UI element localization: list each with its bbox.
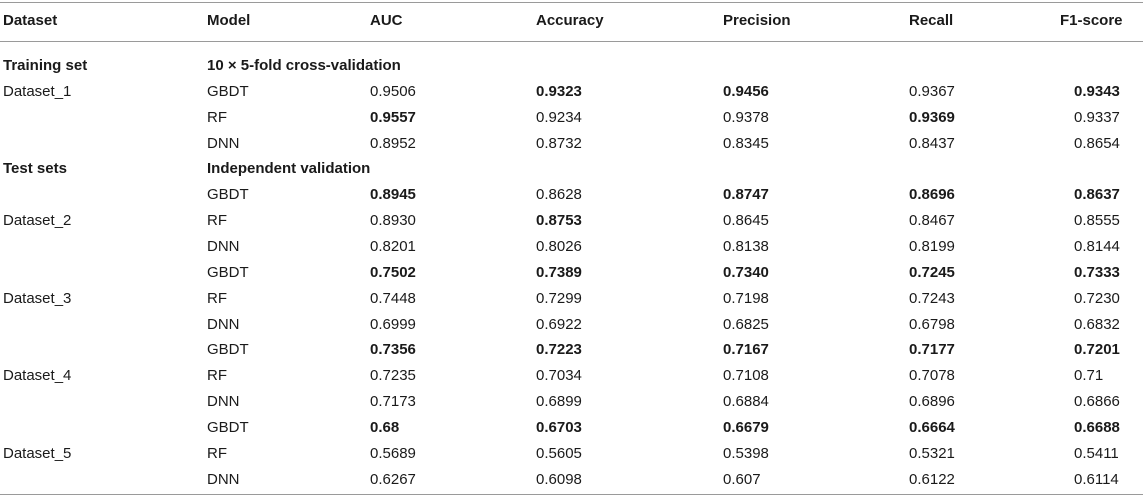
- cell-accuracy: 0.8753: [536, 212, 582, 229]
- cell-recall: 0.6896: [909, 393, 955, 410]
- cell-auc: 0.8930: [370, 212, 416, 229]
- cell-auc: 0.6999: [370, 316, 416, 333]
- table-row: [0, 312, 1143, 338]
- section-label: Test sets: [3, 160, 67, 177]
- cell-auc: 0.9506: [370, 83, 416, 100]
- table-row: [0, 415, 1143, 441]
- cell-recall: 0.8437: [909, 135, 955, 152]
- section-row: [0, 53, 1143, 79]
- cell-auc: 0.68: [370, 419, 400, 436]
- cell-dataset: Dataset_2: [3, 212, 72, 229]
- cell-precision: 0.8345: [723, 135, 769, 152]
- cell-auc: 0.9557: [370, 109, 416, 126]
- table-row: [0, 79, 1143, 105]
- cell-auc: 0.7356: [370, 341, 416, 358]
- section-label: Training set: [3, 57, 88, 74]
- cell-f1-score: 0.8144: [1074, 238, 1120, 255]
- cell-model: DNN: [207, 135, 240, 152]
- table-row: [0, 389, 1143, 415]
- cell-recall: 0.7078: [909, 367, 955, 384]
- cell-model: DNN: [207, 316, 240, 333]
- cell-accuracy: 0.6098: [536, 471, 582, 488]
- cell-accuracy: 0.8732: [536, 135, 582, 152]
- cell-recall: 0.9367: [909, 83, 955, 100]
- cell-f1-score: 0.7230: [1074, 290, 1120, 307]
- section-subtitle: Independent validation: [207, 160, 371, 177]
- top-rule: [0, 2, 1143, 3]
- cell-recall: 0.7177: [909, 341, 955, 358]
- bottom-rule: [0, 494, 1143, 495]
- table-row: [0, 286, 1143, 312]
- cell-recall: 0.6664: [909, 419, 955, 436]
- cell-accuracy: 0.7299: [536, 290, 582, 307]
- table-row: [0, 441, 1143, 467]
- table-row: [0, 131, 1143, 157]
- cell-f1-score: 0.6832: [1074, 316, 1120, 333]
- header-f1-score: F1-score: [1060, 12, 1123, 29]
- table-row: [0, 208, 1143, 234]
- cell-precision: 0.7198: [723, 290, 769, 307]
- header-recall: Recall: [909, 12, 954, 29]
- cell-f1-score: 0.5411: [1074, 445, 1119, 462]
- cell-f1-score: 0.6866: [1074, 393, 1120, 410]
- cell-model: GBDT: [207, 419, 249, 436]
- cell-f1-score: 0.9343: [1074, 83, 1120, 100]
- cell-dataset: Dataset_1: [3, 83, 72, 100]
- cell-accuracy: 0.7034: [536, 367, 582, 384]
- cell-f1-score: 0.8637: [1074, 186, 1120, 203]
- cell-auc: 0.7448: [370, 290, 416, 307]
- cell-precision: 0.6679: [723, 419, 769, 436]
- cell-accuracy: 0.6922: [536, 316, 582, 333]
- cell-precision: 0.7108: [723, 367, 769, 384]
- cell-f1-score: 0.6114: [1074, 471, 1119, 488]
- cell-dataset: Dataset_3: [3, 290, 72, 307]
- cell-auc: 0.7235: [370, 367, 416, 384]
- cell-accuracy: 0.8628: [536, 186, 582, 203]
- header-auc: AUC: [370, 12, 403, 29]
- cell-f1-score: 0.71: [1074, 367, 1104, 384]
- cell-precision: 0.8645: [723, 212, 769, 229]
- header-row: [0, 8, 1143, 34]
- cell-precision: 0.607: [723, 471, 761, 488]
- cell-recall: 0.5321: [909, 445, 955, 462]
- cell-auc: 0.8945: [370, 186, 416, 203]
- cell-model: DNN: [207, 238, 240, 255]
- cell-auc: 0.6267: [370, 471, 416, 488]
- cell-precision: 0.5398: [723, 445, 769, 462]
- header-accuracy: Accuracy: [536, 12, 604, 29]
- cell-precision: 0.8747: [723, 186, 769, 203]
- cell-model: DNN: [207, 393, 240, 410]
- section-subtitle: 10 × 5-fold cross-validation: [207, 57, 401, 74]
- cell-recall: 0.8467: [909, 212, 955, 229]
- cell-f1-score: 0.7333: [1074, 264, 1120, 281]
- cell-accuracy: 0.8026: [536, 238, 582, 255]
- cell-dataset: Dataset_4: [3, 367, 72, 384]
- cell-accuracy: 0.7223: [536, 341, 582, 358]
- cell-recall: 0.9369: [909, 109, 955, 126]
- cell-recall: 0.6798: [909, 316, 955, 333]
- cell-auc: 0.8952: [370, 135, 416, 152]
- cell-recall: 0.8696: [909, 186, 955, 203]
- cell-model: RF: [207, 367, 227, 384]
- cell-model: GBDT: [207, 186, 249, 203]
- cell-precision: 0.7340: [723, 264, 769, 281]
- table-row: [0, 467, 1143, 493]
- cell-precision: 0.7167: [723, 341, 769, 358]
- table-row: [0, 260, 1143, 286]
- header-model: Model: [207, 12, 251, 29]
- cell-recall: 0.6122: [909, 471, 955, 488]
- cell-recall: 0.7245: [909, 264, 955, 281]
- cell-precision: 0.9378: [723, 109, 769, 126]
- cell-model: RF: [207, 212, 227, 229]
- header-rule: [0, 41, 1143, 42]
- cell-precision: 0.6825: [723, 316, 769, 333]
- cell-accuracy: 0.9234: [536, 109, 582, 126]
- cell-f1-score: 0.6688: [1074, 419, 1120, 436]
- cell-model: RF: [207, 109, 227, 126]
- cell-precision: 0.6884: [723, 393, 769, 410]
- table-row: [0, 234, 1143, 260]
- cell-accuracy: 0.6703: [536, 419, 582, 436]
- table-row: [0, 182, 1143, 208]
- cell-accuracy: 0.5605: [536, 445, 582, 462]
- cell-accuracy: 0.9323: [536, 83, 582, 100]
- cell-precision: 0.8138: [723, 238, 769, 255]
- cell-recall: 0.7243: [909, 290, 955, 307]
- header-dataset: Dataset: [3, 12, 58, 29]
- cell-model: DNN: [207, 471, 240, 488]
- table-row: [0, 337, 1143, 363]
- cell-precision: 0.9456: [723, 83, 769, 100]
- cell-model: GBDT: [207, 341, 249, 358]
- header-precision: Precision: [723, 12, 791, 29]
- cell-accuracy: 0.6899: [536, 393, 582, 410]
- cell-f1-score: 0.8555: [1074, 212, 1120, 229]
- cell-auc: 0.5689: [370, 445, 416, 462]
- cell-model: RF: [207, 290, 227, 307]
- cell-auc: 0.7502: [370, 264, 416, 281]
- cell-f1-score: 0.7201: [1074, 341, 1120, 358]
- cell-auc: 0.8201: [370, 238, 416, 255]
- table-row: [0, 363, 1143, 389]
- cell-f1-score: 0.9337: [1074, 109, 1120, 126]
- cell-model: GBDT: [207, 83, 249, 100]
- cell-model: GBDT: [207, 264, 249, 281]
- cell-auc: 0.7173: [370, 393, 416, 410]
- cell-model: RF: [207, 445, 227, 462]
- cell-f1-score: 0.8654: [1074, 135, 1120, 152]
- cell-accuracy: 0.7389: [536, 264, 582, 281]
- cell-dataset: Dataset_5: [3, 445, 72, 462]
- table-row: [0, 105, 1143, 131]
- section-row: [0, 156, 1143, 182]
- cell-recall: 0.8199: [909, 238, 955, 255]
